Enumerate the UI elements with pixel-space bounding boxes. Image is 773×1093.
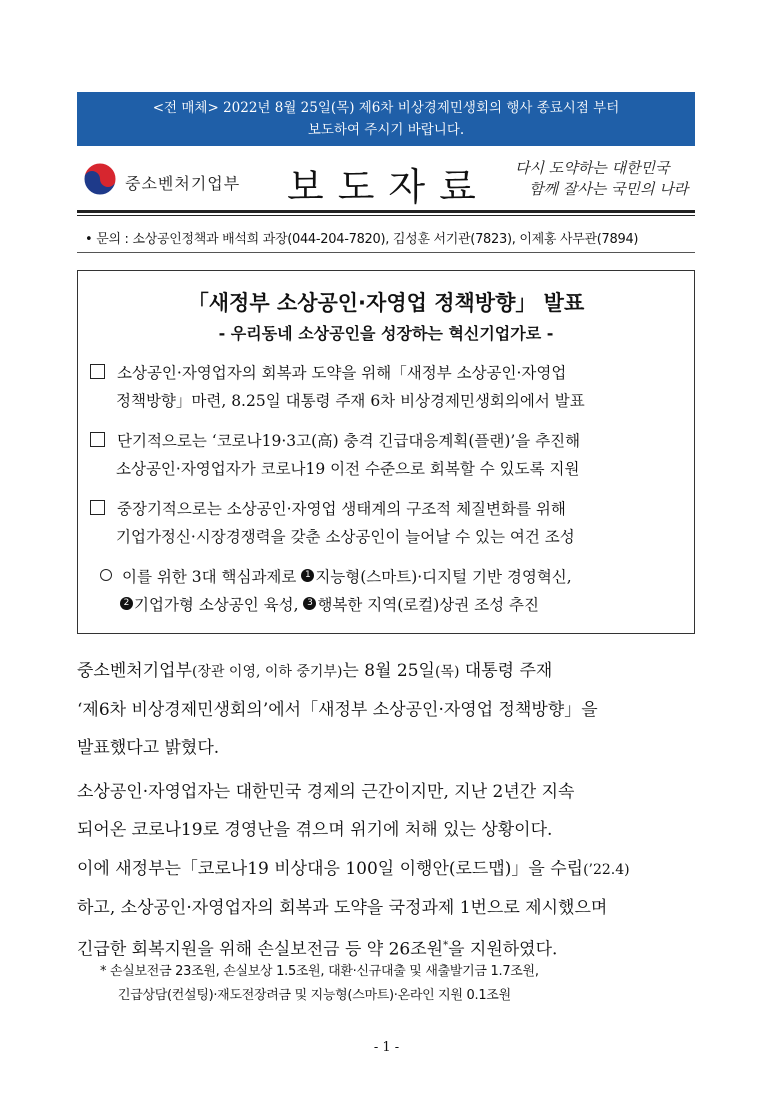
slogan-line-1: 다시 도약하는 대한민국 bbox=[515, 159, 670, 177]
government-slogan bbox=[515, 158, 695, 200]
text-run: (장관 이영, 이하 중기부) bbox=[191, 664, 343, 680]
ministry-logo bbox=[83, 162, 283, 202]
headline: 「새정부 소상공인·자영업 정책방향」 발표 bbox=[187, 291, 585, 315]
footnote-line: * 손실보전금 23조원, 손실보상 1.5조원, 대환·신규대출 및 새출발기금 1.7조원, bbox=[100, 964, 539, 979]
task-1-text: 지능형(스마트)·디지털 기반 경영혁신, bbox=[315, 568, 572, 586]
embargo-line-2: 보도하여 주시기 바랍니다. bbox=[307, 122, 465, 138]
embargo-line-1: <전 매체> 2022년 8월 25일(목) 제6차 비상경제민생회의 행사 종료시점 부터 bbox=[152, 100, 620, 116]
summary-box bbox=[77, 270, 695, 634]
text-line: 소상공인·자영업자는 대한민국 경제의 근간이지만, 지난 2년간 지속 bbox=[77, 782, 575, 802]
sub-headline: - 우리동네 소상공인을 성장하는 혁신기업가로 - bbox=[218, 324, 554, 343]
number-one-icon: 1 bbox=[301, 569, 314, 582]
document-header bbox=[77, 150, 695, 208]
number-three-icon: 3 bbox=[303, 597, 316, 610]
hollow-circle-icon bbox=[100, 569, 112, 581]
bullet-text: 소상공인·자영업자가 코로나19 이전 수준으로 회복할 수 있도록 지원 bbox=[116, 460, 580, 478]
task-2-text: 기업가형 소상공인 육성, bbox=[134, 596, 299, 614]
body-paragraph-1 bbox=[77, 652, 697, 767]
body-paragraph-3 bbox=[77, 850, 697, 969]
summary-sub-bullet bbox=[100, 563, 690, 619]
page-number: - 1 - bbox=[373, 1040, 400, 1055]
header-divider-thin bbox=[77, 215, 695, 216]
text-run: 긴급한 회복지원을 위해 손실보전금 등 약 26조원 bbox=[77, 939, 444, 960]
summary-bullet bbox=[88, 359, 688, 415]
bullet-text: 소상공인·자영업자의 회복과 도약을 위해「새정부 소상공인·자영업 bbox=[117, 364, 567, 382]
text-line: ‘제6차 비상경제민생회의’에서「새정부 소상공인·자영업 정책방향」을 bbox=[77, 700, 598, 720]
summary-bullet bbox=[88, 495, 688, 551]
body-paragraph-2 bbox=[77, 773, 697, 849]
text-run: 는 8월 25일 bbox=[342, 661, 435, 681]
header-divider-thick bbox=[77, 210, 695, 213]
text-run: 중소벤처기업부 bbox=[77, 661, 192, 681]
checkbox-square-icon bbox=[90, 500, 105, 515]
bullet-text: 정책방향」마련, 8.25일 대통령 주재 6차 비상경제민생회의에서 발표 bbox=[116, 392, 585, 410]
text-run: 이에 새정부는「코로나19 비상대응 100일 이행안(로드맵)」을 수립 bbox=[77, 859, 584, 879]
contact-info: • 문의 : 소상공인정책과 배석희 과장(044-204-7820), 김성훈 서기관(7823), 이제홍 사무관(7894) bbox=[85, 232, 639, 247]
task-3-text: 행복한 지역(로컬)상권 조성 추진 bbox=[317, 596, 539, 614]
text-run: 대통령 주재 bbox=[459, 661, 553, 681]
taegeuk-emblem-icon bbox=[83, 162, 117, 196]
number-two-icon: 2 bbox=[120, 597, 133, 610]
contact-divider bbox=[77, 252, 695, 253]
embargo-notice bbox=[77, 92, 695, 146]
checkbox-square-icon bbox=[90, 364, 105, 379]
text-line: 발표했다고 밝혔다. bbox=[77, 738, 220, 758]
doc-type-title: 보도자료 bbox=[287, 165, 490, 209]
summary-bullet bbox=[88, 427, 688, 483]
bullet-text: 중장기적으로는 소상공인·자영업 생태계의 구조적 체질변화를 위해 bbox=[117, 500, 566, 518]
bullet-text: 단기적으로는 ‘코로나19·3고(高) 충격 긴급대응계획(플랜)’을 추진해 bbox=[117, 432, 581, 450]
text-line: 되어온 코로나19로 경영난을 겪으며 위기에 처해 있는 상황이다. bbox=[77, 820, 553, 840]
sub-bullet-lead: 이를 위한 3대 핵심과제로 bbox=[122, 568, 297, 586]
checkbox-square-icon bbox=[90, 432, 105, 447]
ministry-name: 중소벤처기업부 bbox=[125, 174, 241, 193]
slogan-line-2: 함께 잘사는 국민의 나라 bbox=[529, 180, 689, 198]
footnote bbox=[100, 960, 539, 1008]
footnote-marker: * bbox=[443, 940, 449, 951]
bullet-text: 기업가정신·시장경쟁력을 갖춘 소상공인이 늘어날 수 있는 여건 조성 bbox=[116, 528, 575, 546]
text-line: 하고, 소상공인·자영업자의 회복과 도약을 국정과제 1번으로 제시했으며 bbox=[77, 898, 608, 918]
text-run: (목) bbox=[434, 664, 460, 680]
text-run: 을 지원하였다. bbox=[448, 939, 558, 960]
text-run: (’22.4) bbox=[583, 862, 630, 878]
footnote-line: 긴급상담(컨설팅)·재도전장려금 및 지능형(스마트)·온라인 지원 0.1조원 bbox=[118, 988, 511, 1003]
